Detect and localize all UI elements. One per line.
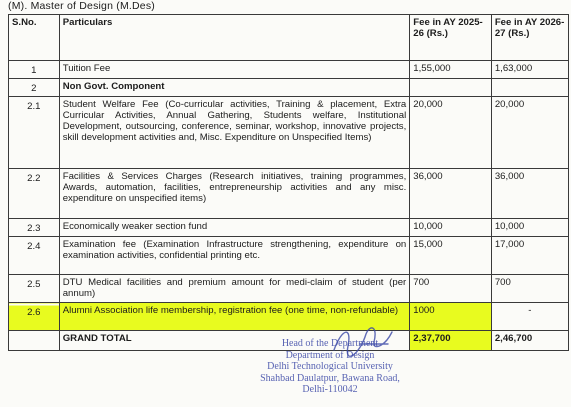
table-row [9,97,569,169]
grand-total-label: GRAND TOTAL [59,331,410,351]
row-fee-2026-27: 20,000 [491,97,568,169]
header-row [9,15,569,61]
row-fee-2026-27: 10,000 [491,219,568,237]
row-fee-2026-27: 36,000 [491,169,568,219]
row-particulars: Non Govt. Component [59,79,410,97]
row-particulars: Tuition Fee [59,61,410,79]
row-fee-2026-27: 700 [491,275,568,303]
header-particulars: Particulars [59,15,410,61]
row-fee-2026-27: - [491,303,568,331]
stamp-line: Department of Design [285,349,375,361]
row-fee-2025-26: 700 [410,275,492,303]
stamp-line: Head of the Department [281,338,379,349]
row-sno: 2 [9,79,60,97]
row-fee-2025-26: 36,000 [410,169,492,219]
header-sno: S.No. [9,15,60,61]
stamp-line: Delhi-110042 [302,384,358,395]
table-row [9,275,569,303]
header-fee-2026-27: Fee in AY 2026-27 (Rs.) [491,15,568,61]
row-particulars: Examination fee (Examination Infrastructure strengthening, expenditure on examination activities, confidential printing etc. [59,237,410,275]
total-sno-blank [9,331,60,351]
row-fee-2026-27 [491,79,568,97]
grand-total-fee-2025-26: 2,37,700 [410,331,492,351]
row-sno: 1 [9,61,60,79]
stamp-line: Delhi Technological University [267,361,393,372]
table-row [9,169,569,219]
page-heading: (M). Master of Design (M.Des) [8,0,155,12]
row-fee-2025-26: 15,000 [410,237,492,275]
row-sno: 2.3 [9,219,60,237]
row-sno: 2.1 [9,97,60,169]
row-sno: 2.6 [9,303,60,331]
row-sno: 2.5 [9,275,60,303]
table-row [9,79,569,97]
row-particulars: DTU Medical facilities and premium amount for medi-claim of student (per annum) [59,275,410,303]
row-sno: 2.2 [9,169,60,219]
header-fee-2025-26: Fee in AY 2025-26 (Rs.) [410,15,492,61]
row-fee-2026-27: 17,000 [491,237,568,275]
row-fee-2025-26: 1,55,000 [410,61,492,79]
table-row [9,61,569,79]
row-particulars: Alumni Association life membership, registration fee (one time, non-refundable) [59,303,410,331]
table-row [9,219,569,237]
table-row [9,237,569,275]
department-stamp [195,338,465,396]
table-row-highlighted [9,303,569,331]
fee-table [8,14,569,351]
grand-total-fee-2026-27: 2,46,700 [491,331,568,351]
row-particulars: Economically weaker section fund [59,219,410,237]
row-fee-2025-26: 20,000 [410,97,492,169]
row-particulars: Facilities & Services Charges (Research initiatives, training programmes, Awards, automation, facilities, entrepreneurship activities and any misc. expenditure on unspecified items) [59,169,410,219]
row-sno: 2.4 [9,237,60,275]
row-fee-2026-27: 1,63,000 [491,61,568,79]
row-fee-2025-26 [410,79,492,97]
row-fee-2025-26: 1000 [410,303,492,331]
stamp-line: Shahbad Daulatpur, Bawana Road, [260,372,400,384]
row-particulars: Student Welfare Fee (Co-curricular activities, Training & placement, Extra Curricular Activities, Annual Gathering, Students welfare, Institutional Development, outsourcing, conference, seminar, workshop, innovative projects, skill development activities and, Misc. Expenditure on Unspecified Items) [59,97,410,169]
row-fee-2025-26: 10,000 [410,219,492,237]
